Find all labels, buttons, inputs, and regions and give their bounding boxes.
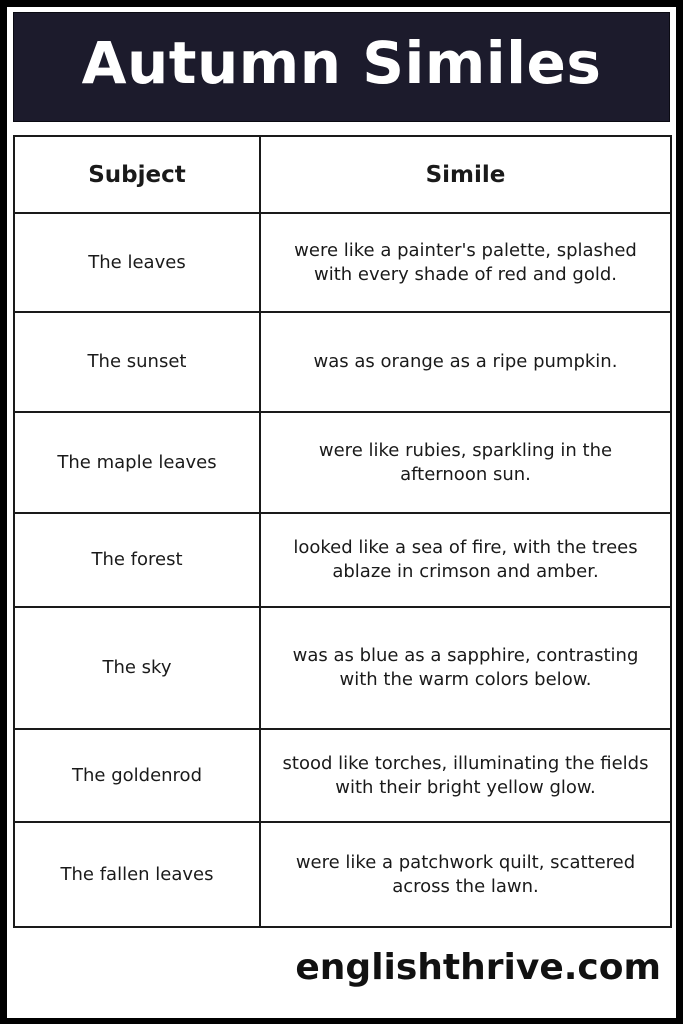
table-row <box>14 412 671 513</box>
subject-cell: The leaves <box>14 213 260 312</box>
table-row <box>14 607 671 729</box>
page-title: Autumn Similes <box>81 29 602 97</box>
simile-cell: were like a painter's palette, splashed with every shade of red and gold. <box>260 213 671 312</box>
table-row <box>14 729 671 822</box>
table-row <box>14 822 671 927</box>
simile-cell: were like rubies, sparkling in the afternoon sun. <box>260 412 671 513</box>
column-header-simile: Simile <box>260 136 671 213</box>
subject-cell: The forest <box>14 513 260 607</box>
subject-cell: The goldenrod <box>14 729 260 822</box>
simile-cell: stood like torches, illuminating the fields with their bright yellow glow. <box>260 729 671 822</box>
page <box>7 7 676 1018</box>
subject-cell: The sunset <box>14 312 260 412</box>
table-row <box>14 513 671 607</box>
table-row <box>14 213 671 312</box>
simile-cell: were like a patchwork quilt, scattered across the lawn. <box>260 822 671 927</box>
title-banner <box>13 12 670 122</box>
website-watermark: englishthrive.com <box>295 947 661 988</box>
table-row <box>14 312 671 412</box>
subject-cell: The fallen leaves <box>14 822 260 927</box>
simile-cell: was as orange as a ripe pumpkin. <box>260 312 671 412</box>
simile-cell: looked like a sea of fire, with the trees ablaze in crimson and amber. <box>260 513 671 607</box>
table-header-row <box>14 136 671 213</box>
simile-cell: was as blue as a sapphire, contrasting with the warm colors below. <box>260 607 671 729</box>
subject-cell: The sky <box>14 607 260 729</box>
column-header-subject: Subject <box>14 136 260 213</box>
similes-table <box>13 135 672 928</box>
subject-cell: The maple leaves <box>14 412 260 513</box>
